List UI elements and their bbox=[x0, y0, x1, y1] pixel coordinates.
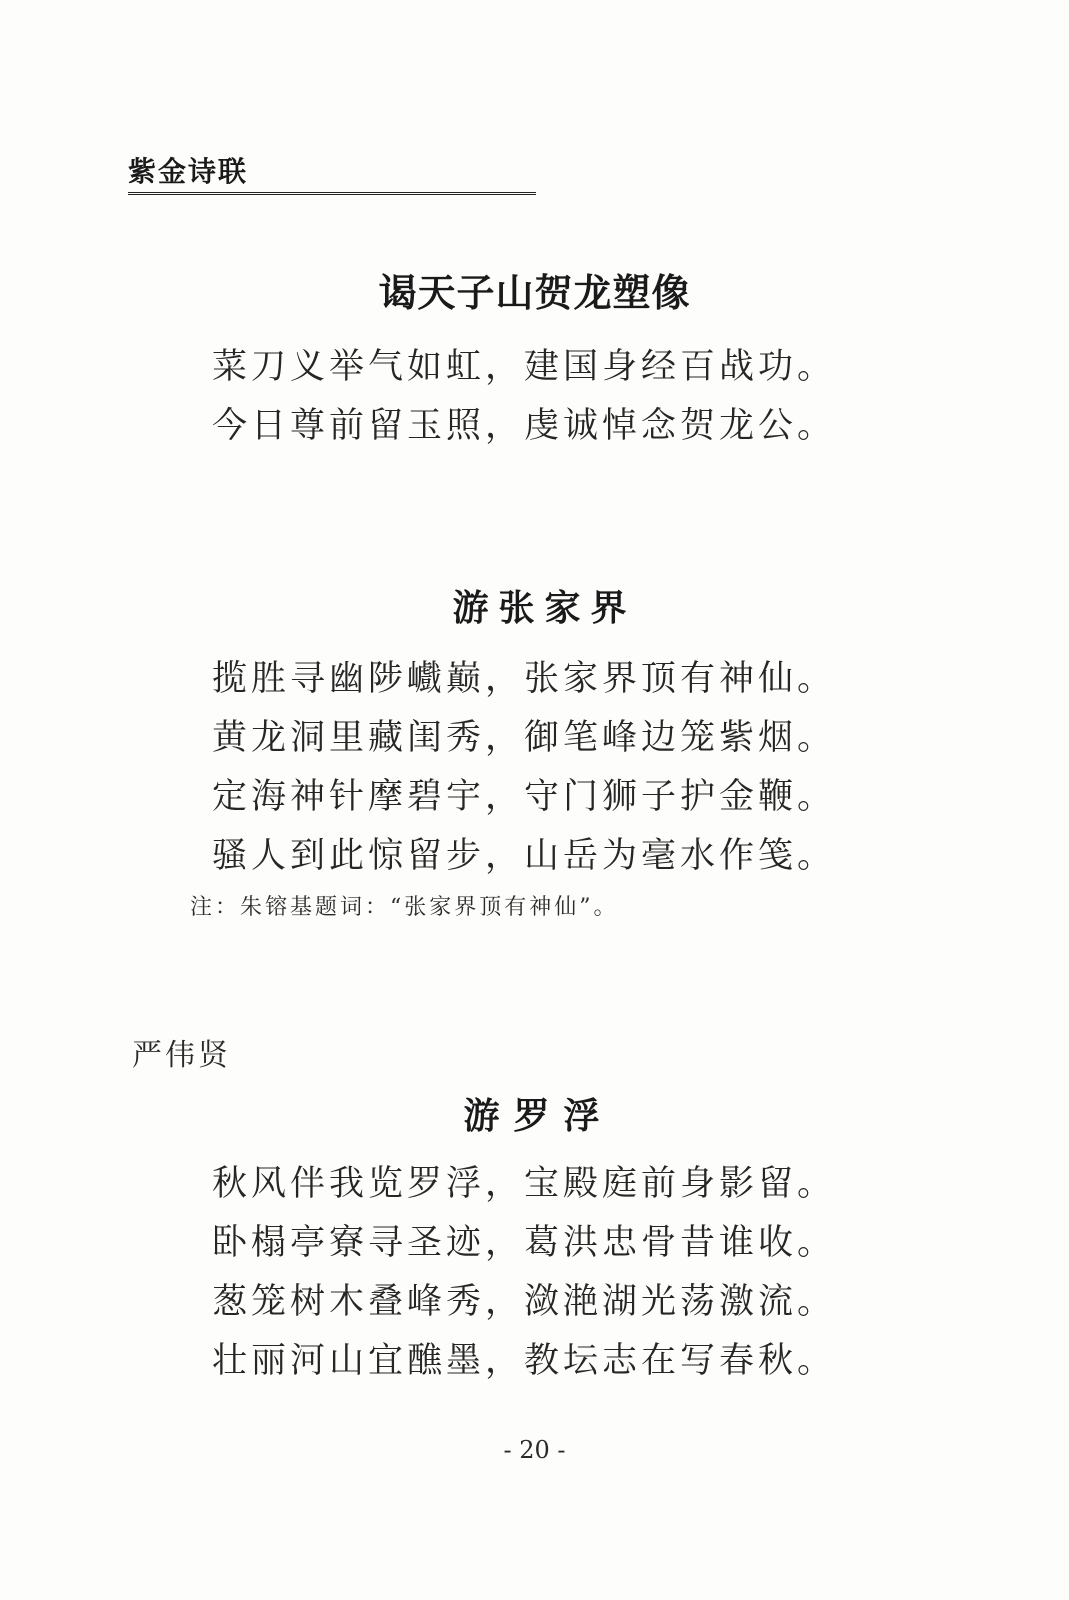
page-number: - 20 - bbox=[503, 1436, 566, 1464]
poem-title: 谒天子山贺龙塑像 bbox=[378, 270, 691, 315]
poem-line: 壮丽河山宜醮墨，教坛志在写春秋。 bbox=[212, 1341, 837, 1381]
poem-title: 游张家界 bbox=[452, 587, 637, 629]
poem-line: 黄龙洞里藏闺秀，御笔峰边笼紫烟。 bbox=[212, 718, 837, 758]
poem-body bbox=[212, 1155, 852, 1391]
poem-body bbox=[212, 650, 852, 886]
poem-line: 定海神针摩碧宇，守门狮子护金鞭。 bbox=[212, 777, 837, 817]
poem-body bbox=[212, 338, 852, 456]
poem-line: 卧榻亭寮寻圣迹，葛洪忠骨昔谁收。 bbox=[212, 1223, 837, 1263]
author-name: 严伟贤 bbox=[132, 1038, 231, 1073]
poem-line: 秋风伴我览罗浮，宝殿庭前身影留。 bbox=[212, 1164, 837, 1204]
poem-line: 揽胜寻幽陟巇巅，张家界顶有神仙。 bbox=[212, 659, 837, 699]
poem-note: 注：朱镕基题词：“张家界顶有神仙”。 bbox=[190, 895, 619, 920]
section-title: 紫金诗联 bbox=[128, 155, 249, 188]
poem-line: 今日尊前留玉照，虔诚悼念贺龙公。 bbox=[212, 406, 837, 446]
poem-title: 游罗浮 bbox=[463, 1095, 614, 1137]
poem-line: 葱笼树木叠峰秀，潋滟湖光荡激流。 bbox=[212, 1282, 837, 1322]
poem-line: 骚人到此惊留步，山岳为毫水作笺。 bbox=[212, 836, 837, 876]
running-header bbox=[128, 150, 536, 195]
poem-line: 菜刀义举气如虹，建国身经百战功。 bbox=[212, 347, 837, 387]
